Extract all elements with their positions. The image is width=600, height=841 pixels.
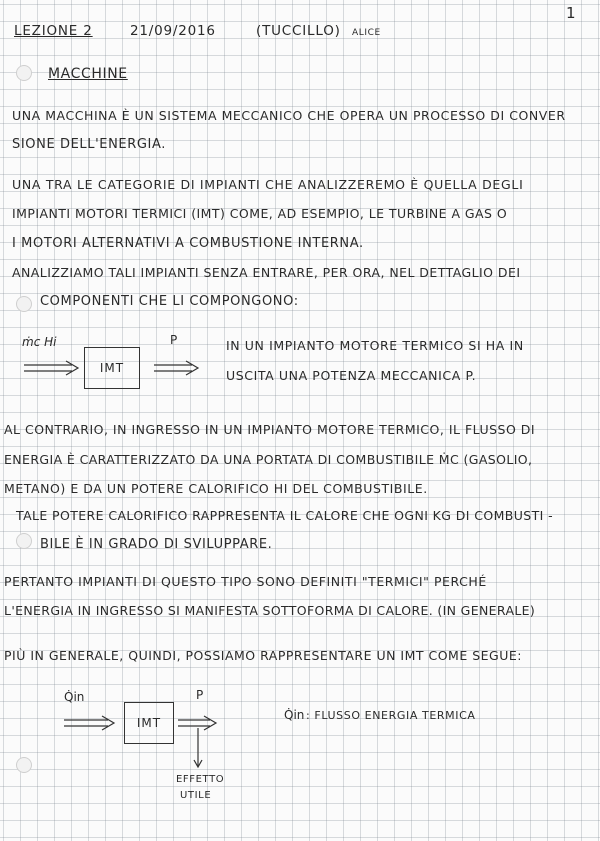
text-line: BILE È IN GRADO DI SVILUPPARE. — [40, 537, 273, 552]
binder-hole — [16, 533, 32, 549]
input-arrow — [22, 360, 82, 376]
imt-box: IMT — [124, 702, 174, 744]
down-arrow — [190, 726, 206, 770]
author-name: ALICE — [352, 28, 381, 38]
fuel-flow-label: ṁc Hi — [22, 335, 57, 349]
lesson-label: LEZIONE 2 — [14, 23, 93, 39]
imt-box: IMT — [84, 347, 140, 389]
section-title: MACCHINE — [48, 66, 128, 82]
text-line: L'ENERGIA IN INGRESSO SI MANIFESTA SOTTOFORMA DI CALORE. (IN GENERALE) — [4, 603, 536, 618]
text-line: PERTANTO IMPIANTI DI QUESTO TIPO SONO DEFINITI "TERMICI" PERCHÉ — [4, 574, 487, 589]
binder-hole — [16, 296, 32, 312]
text-line: UNA MACCHINA È UN SISTEMA MECCANICO CHE OPERA UN PROCESSO DI CONVER — [12, 108, 566, 123]
binder-hole — [16, 757, 32, 773]
text-line: UNA TRA LE CATEGORIE DI IMPIANTI CHE ANALIZZEREMO È QUELLA DEGLI — [12, 177, 524, 192]
text-line: I MOTORI ALTERNATIVI A COMBUSTIONE INTERNA. — [12, 236, 364, 251]
text-line: ENERGIA È CARATTERIZZATO DA UNA PORTATA DI COMBUSTIBILE ṀC (GASOLIO, — [4, 452, 533, 467]
binder-hole — [16, 65, 32, 81]
diagram1-caption: USCITA UNA POTENZA MECCANICA P. — [226, 368, 477, 383]
text-line: SIONE DELL'ENERGIA. — [12, 137, 166, 152]
input-arrow — [62, 715, 118, 731]
text-line: COMPONENTI CHE LI COMPONGONO: — [40, 294, 299, 309]
text-line: ANALIZZIAMO TALI IMPIANTI SENZA ENTRARE, PER ORA, NEL DETTAGLIO DEI — [12, 265, 521, 280]
text-line: TALE POTERE CALORIFICO RAPPRESENTA IL CALORE CHE OGNI KG DI COMBUSTI - — [16, 508, 554, 523]
effect-label: UTILE — [180, 790, 212, 801]
text-line: IMPIANTI MOTORI TERMICI (IMT) COME, AD ESEMPIO, LE TURBINE A GAS O — [12, 206, 508, 221]
thermal-flow-label: Q̇in — [64, 690, 85, 704]
text-line: AL CONTRARIO, IN INGRESSO IN UN IMPIANTO MOTORE TERMICO, IL FLUSSO DI — [4, 422, 536, 437]
effect-label: EFFETTO — [176, 774, 225, 785]
output-arrow — [152, 360, 202, 376]
text-line: METANO) E DA UN POTERE CALORIFICO HI DEL COMBUSTIBILE. — [4, 481, 428, 496]
power-label: P — [170, 333, 178, 347]
diagram1-caption: IN UN IMPIANTO MOTORE TERMICO SI HA IN — [226, 338, 524, 353]
page-number: 1 — [566, 4, 576, 22]
legend-text: : FLUSSO ENERGIA TERMICA — [306, 709, 476, 722]
teacher-name: (TUCCILLO) — [256, 23, 341, 39]
lesson-date: 21/09/2016 — [130, 23, 216, 39]
text-line: PIÙ IN GENERALE, QUINDI, POSSIAMO RAPPRESENTARE UN IMT COME SEGUE: — [4, 648, 522, 663]
legend-symbol: Q̇in — [284, 708, 305, 722]
power-label: P — [196, 688, 204, 702]
